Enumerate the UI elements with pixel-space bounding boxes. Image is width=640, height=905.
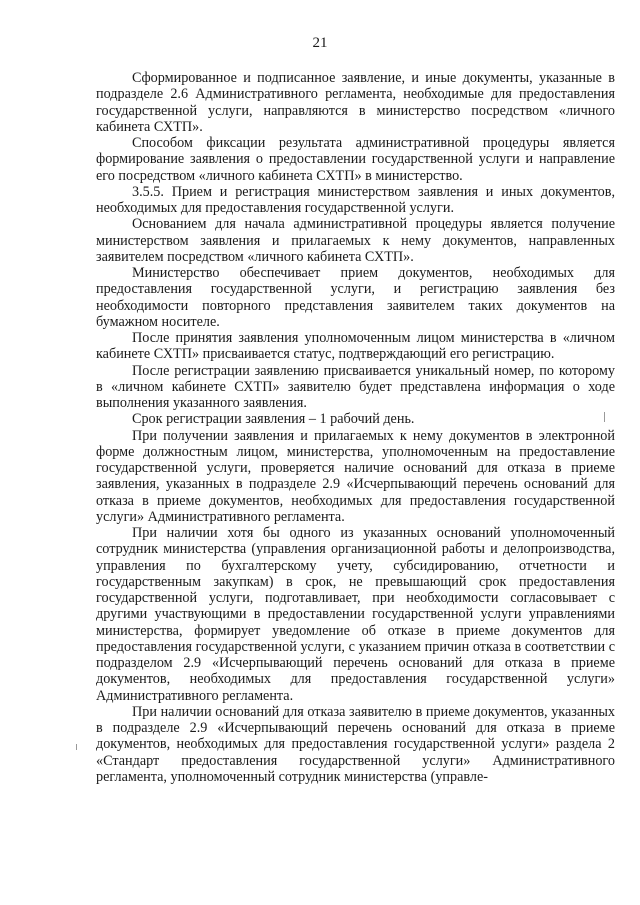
paragraph-section-3-5-5: 3.5.5. Прием и регистрация министерством заявления и иных документов, необходимых для предоставления государственной услуги. [96,183,615,216]
paragraph-document-reception: Министерство обеспечивает прием документов, необходимых для предоставления государственной услуги, и регистрацию заявления без необходимости повторного представления заявителем таких документов на бумажном носителе. [96,265,615,330]
document-body [96,70,615,785]
paragraph-refusal-grounds: При наличии оснований для отказа заявителю в приеме документов, указанных в подразделе 2.9 «Исчерпывающий перечень оснований для отказа в приеме документов, необходимых для предоставления государственной услуги» раздела 2 «Стандарт предоставления государственной услуги» Административного регламента, уполномоченный сотрудник министерства (управле- [96,703,615,785]
paragraph-refusal-notice: При наличии хотя бы одного из указанных оснований уполномоченный сотрудник министерства (управления организационной работы и делопроизводства, управления по бухгалтерскому учету, субсидированию, отчетности и государственным закупкам) в срок, не превышающий срок предоставления государственной услуги, подготавливает, при необходимости согласовывает с другими участвующими в предоставлении государственной услуги управлениями министерства, формирует уведомление об отказе в приеме документов для предоставления государственной услуги, с указанием причин отказа в соответствии с подразделом 2.9 «Исчерпывающий перечень оснований для отказа в приеме документов, необходимых для предоставления государственной услуги» Административного регламента. [96,525,615,704]
scan-mark [76,744,77,750]
paragraph-registration-term: Срок регистрации заявления – 1 рабочий день. [132,411,415,428]
paragraph-electronic-check: При получении заявления и прилагаемых к нему документов в электронной форме должностным лицом, министерства, уполномоченным на предоставление государственной услуги, проверяется наличие оснований для отказа в приеме заявления, указанных в подразделе 2.9 «Исчерпывающий перечень оснований для отказа в приеме документов, необходимых для предоставления государственной услуги» Административного регламента. [96,427,615,525]
paragraph-result-fixation: Способом фиксации результата административной процедуры является формирование заявления о предоставлении государственной услуги и направление его посредством «личного кабинета СХТП» в министерство. [96,135,615,184]
paragraph-unique-number: После регистрации заявлению присваивается уникальный номер, по которому в «личном кабинете СХТП» заявителю будет представлена информация о ходе выполнения указанного заявления. [96,362,615,411]
paragraph-status-assignment: После принятия заявления уполномоченным лицом министерства в «личном кабинете СХТП» присваивается статус, подтверждающий его регистрацию. [96,330,615,363]
paragraph-submission: Сформированное и подписанное заявление, и иные документы, указанные в подразделе 2.6 Административного регламента, необходимые для предоставления государственной услуги, направляются в министерство посредством «личного кабинета СХТП». [96,70,615,135]
page-number: 21 [312,35,328,51]
paragraph-procedure-basis: Основанием для начала административной процедуры является получение министерством заявления и прилагаемых к нему документов, направленных заявителем посредством «личного кабинета СХТП». [96,216,615,265]
scan-mark [604,412,605,422]
